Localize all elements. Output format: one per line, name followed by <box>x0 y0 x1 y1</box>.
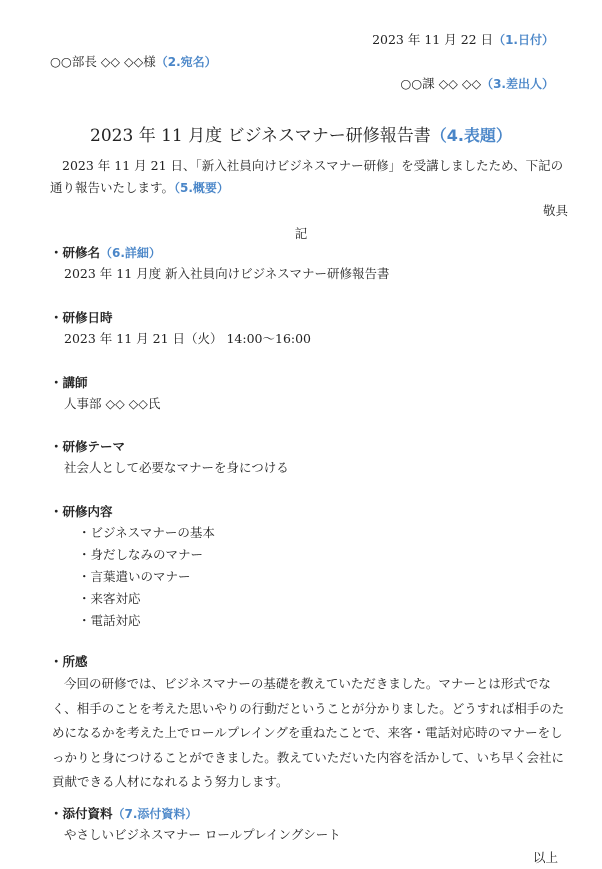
list-item: ・電話対応 <box>78 613 141 628</box>
section-heading: ・研修内容 <box>50 504 113 519</box>
closing-keigu: 敬具 <box>542 203 568 218</box>
section-impression <box>50 652 570 795</box>
recipient-text: ○○部長 ◇◇ ◇◇様 <box>50 54 156 69</box>
section-heading <box>50 804 570 824</box>
section-theme <box>50 437 570 479</box>
summary-text: 2023 年 11 月 21 日、「新入社員向けビジネスマナー研修」を受講しましたため、下記の通り報告いたします。 <box>50 158 564 195</box>
document-date <box>372 30 554 48</box>
section-lecturer <box>50 373 570 415</box>
list-item: ・身だしなみのマナー <box>78 547 204 562</box>
section-body: 2023 年 11 月度 新入社員向けビジネスマナー研修報告書 <box>64 266 390 281</box>
title-text: 2023 年 11 月度 ビジネスマナー研修報告書 <box>90 126 431 146</box>
section-heading: ・所感 <box>50 654 88 669</box>
sender <box>400 74 554 92</box>
section-datetime <box>50 308 570 350</box>
section-heading: ・研修テーマ <box>50 439 126 454</box>
list-item: ・言葉遣いのマナー <box>78 569 191 584</box>
heading-text: ・研修名 <box>50 245 101 260</box>
sender-note: （3.差出人） <box>481 77 554 91</box>
section-heading: ・研修日時 <box>50 310 113 325</box>
section-heading <box>50 243 570 263</box>
section-body: 社会人として必要なマナーを身につける <box>64 460 289 475</box>
section-contents <box>50 502 570 632</box>
ki-marker: 記 <box>294 226 308 241</box>
closing-ijo: 以上 <box>532 850 558 865</box>
document-title <box>0 121 602 146</box>
section-body: やさしいビジネスマナー ロールプレイングシート <box>64 827 341 842</box>
section-body: 人事部 ◇◇ ◇◇氏 <box>64 396 161 411</box>
summary-note: （5.概要） <box>174 181 229 195</box>
impression-paragraph: 今回の研修では、ビジネスマナーの基礎を教えていただきました。マナーとは形式でなく、相手のことを考えた思いやりの行動だということが分かりました。どうすれば相手のためになるかを考えた上でロールプレイングを重ねたことで、来客・電話対応時のマナーをしっかりと身につけることができました。教えていただいた内容を活かして、いち早く会社に貢献できる人材になれるよう努力します。 <box>52 676 565 789</box>
list-item: ・来客対応 <box>78 591 141 606</box>
sender-text: ○○課 ◇◇ ◇◇ <box>400 76 482 91</box>
section-training-name <box>50 243 570 285</box>
section-attachment <box>50 804 570 846</box>
contents-list <box>50 522 570 632</box>
summary-paragraph <box>50 155 568 199</box>
heading-text: ・添付資料 <box>50 806 113 821</box>
detail-note: （6.詳細） <box>100 246 161 260</box>
date-note: （1.日付） <box>493 33 554 47</box>
recipient <box>50 52 217 70</box>
attachment-note: （7.添付資料） <box>112 807 198 821</box>
list-item: ・ビジネスマナーの基本 <box>78 525 215 540</box>
date-text: 2023 年 11 月 22 日 <box>372 32 494 47</box>
recipient-note: （2.宛名） <box>155 55 217 69</box>
section-body: 2023 年 11 月 21 日（火） 14:00〜16:00 <box>64 331 312 346</box>
title-note: （4.表題） <box>430 126 512 145</box>
section-heading: ・講師 <box>50 375 88 390</box>
